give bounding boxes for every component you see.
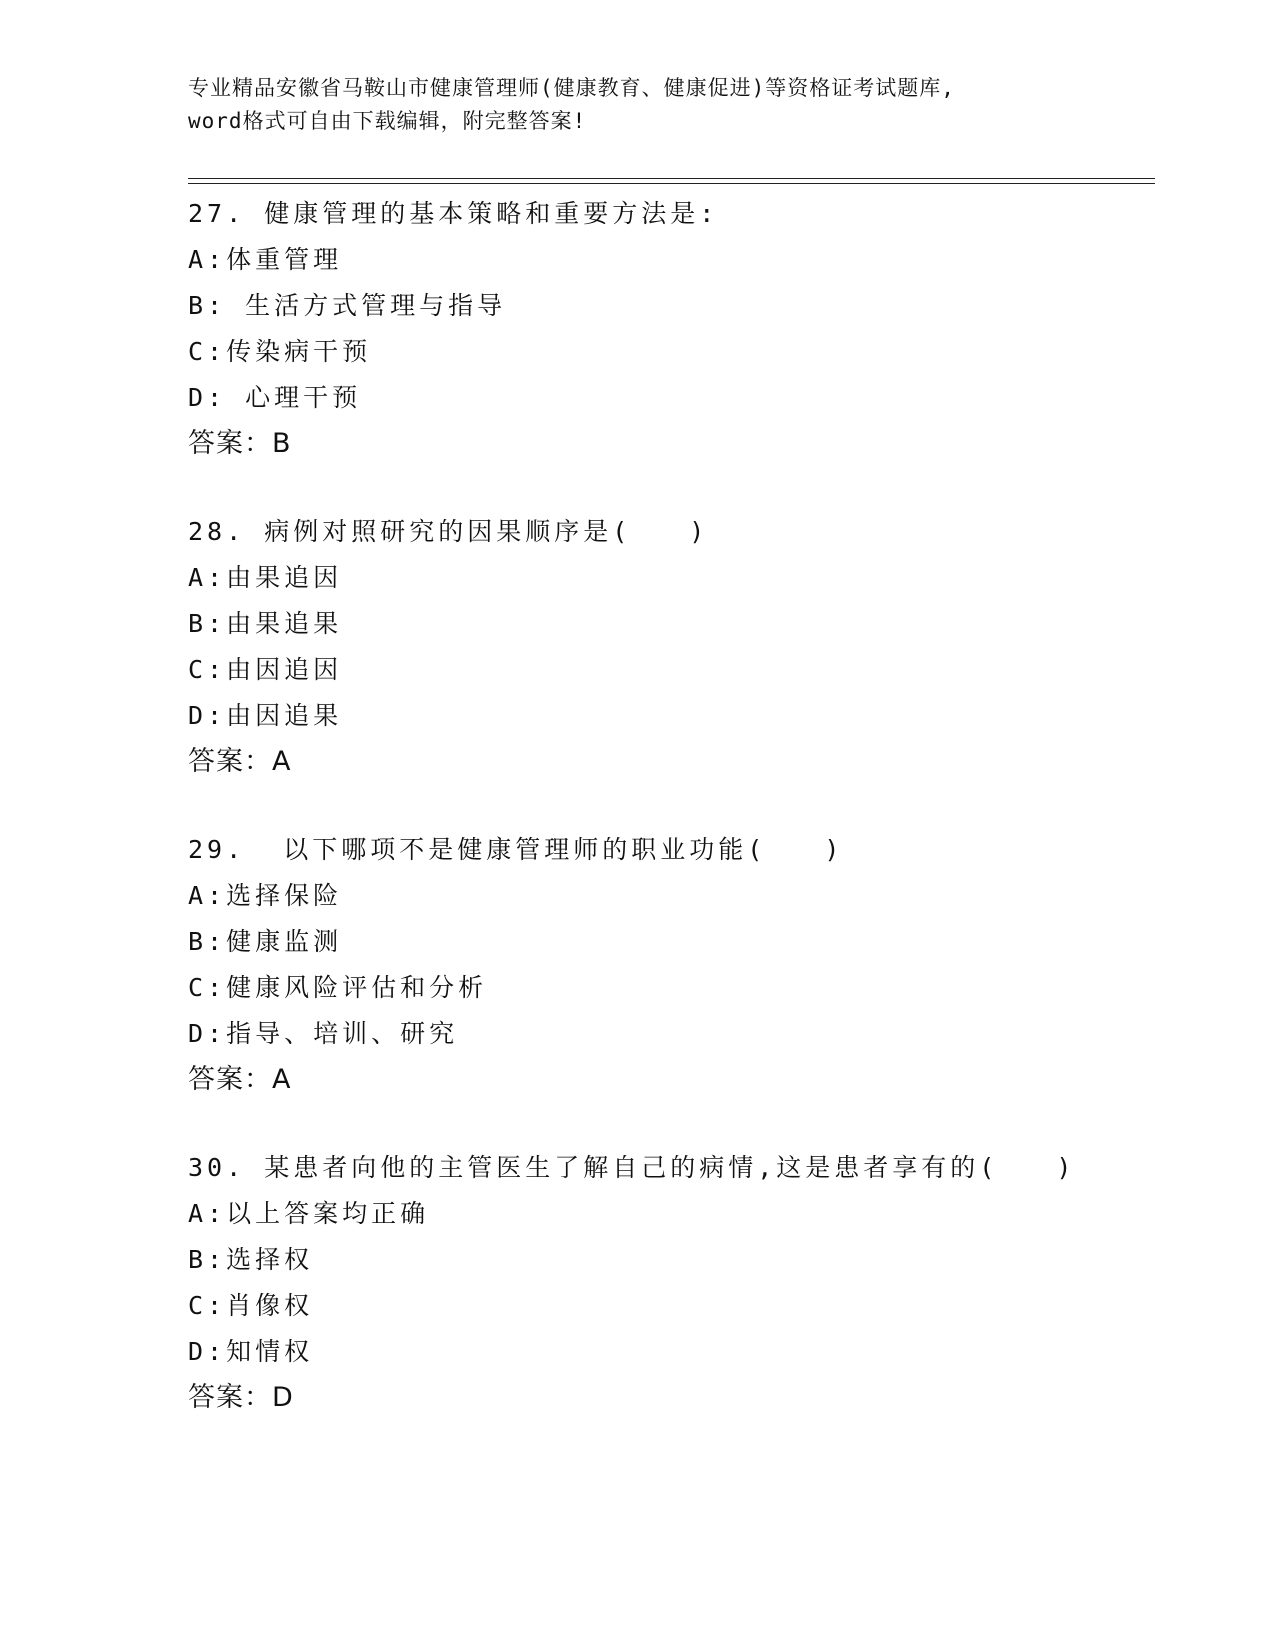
question-list	[188, 191, 1148, 1463]
question-stem	[188, 1145, 1148, 1191]
option-a	[188, 873, 1148, 919]
question-stem	[188, 509, 1148, 555]
answer-label: 答案：	[188, 1382, 272, 1413]
header-line-1: 专业精品安徽省马鞍山市健康管理师(健康教育、健康促进)等资格证考试题库,	[188, 76, 955, 100]
option-c	[188, 965, 1148, 1011]
option-label: A:	[188, 245, 227, 274]
question-text: 某患者向他的主管医生了解自己的病情,这是患者享有的( )	[264, 1153, 1076, 1182]
answer-label: 答案：	[188, 746, 272, 777]
option-label: B:	[188, 291, 227, 320]
option-b	[188, 1237, 1148, 1283]
option-c	[188, 647, 1148, 693]
answer-label: 答案：	[188, 428, 272, 459]
option-text: 由果追因	[226, 563, 343, 592]
option-label: A:	[188, 563, 227, 592]
answer-line	[188, 739, 1148, 785]
question-30	[188, 1145, 1148, 1421]
option-label: D:	[188, 383, 227, 412]
option-label: D:	[188, 1019, 227, 1048]
option-c	[188, 1283, 1148, 1329]
option-label: B:	[188, 609, 227, 638]
option-text: 体重管理	[226, 245, 343, 274]
option-d	[188, 1329, 1148, 1375]
option-text: 生活方式管理与指导	[226, 291, 507, 320]
option-text: 健康监测	[226, 927, 343, 956]
question-27	[188, 191, 1148, 467]
option-b	[188, 283, 1148, 329]
question-text: 以下哪项不是健康管理师的职业功能( )	[264, 835, 844, 864]
option-b	[188, 919, 1148, 965]
header-divider-top	[188, 178, 1155, 179]
document-header	[188, 72, 1088, 138]
option-d	[188, 693, 1148, 739]
option-text: 由果追果	[226, 609, 343, 638]
option-text: 传染病干预	[226, 337, 372, 366]
header-divider-bottom	[188, 183, 1155, 184]
option-text: 选择权	[226, 1245, 314, 1274]
option-label: C:	[188, 1291, 227, 1320]
answer-line	[188, 421, 1148, 467]
header-line-2: word格式可自由下载编辑，附完整答案!	[188, 109, 587, 133]
option-label: B:	[188, 1245, 227, 1274]
option-text: 知情权	[226, 1337, 314, 1366]
answer-value: A	[272, 1064, 292, 1095]
option-text: 由因追因	[226, 655, 343, 684]
question-number: 27.	[188, 199, 246, 228]
option-text: 心理干预	[226, 383, 362, 412]
question-28	[188, 509, 1148, 785]
answer-value: D	[272, 1382, 294, 1413]
option-label: A:	[188, 881, 227, 910]
option-label: B:	[188, 927, 227, 956]
option-c	[188, 329, 1148, 375]
question-stem	[188, 827, 1148, 873]
option-label: A:	[188, 1199, 227, 1228]
option-label: C:	[188, 973, 227, 1002]
option-label: C:	[188, 337, 227, 366]
option-text: 肖像权	[226, 1291, 314, 1320]
answer-value: A	[272, 746, 292, 777]
option-text: 由因追果	[226, 701, 343, 730]
option-label: C:	[188, 655, 227, 684]
answer-value: B	[272, 428, 292, 459]
option-a	[188, 1191, 1148, 1237]
question-text: 病例对照研究的因果顺序是( )	[264, 517, 709, 546]
question-text: 健康管理的基本策略和重要方法是:	[264, 199, 719, 228]
answer-line	[188, 1375, 1148, 1421]
question-number: 28.	[188, 517, 246, 546]
option-text: 指导、培训、研究	[226, 1019, 459, 1048]
option-a	[188, 555, 1148, 601]
question-number: 29.	[188, 835, 246, 864]
option-label: D:	[188, 701, 227, 730]
option-d	[188, 1011, 1148, 1057]
option-text: 健康风险评估和分析	[226, 973, 488, 1002]
answer-line	[188, 1057, 1148, 1103]
question-29	[188, 827, 1148, 1103]
option-b	[188, 601, 1148, 647]
option-label: D:	[188, 1337, 227, 1366]
option-text: 以上答案均正确	[226, 1199, 430, 1228]
answer-label: 答案：	[188, 1064, 272, 1095]
option-d	[188, 375, 1148, 421]
question-number: 30.	[188, 1153, 246, 1182]
option-a	[188, 237, 1148, 283]
question-stem	[188, 191, 1148, 237]
option-text: 选择保险	[226, 881, 343, 910]
